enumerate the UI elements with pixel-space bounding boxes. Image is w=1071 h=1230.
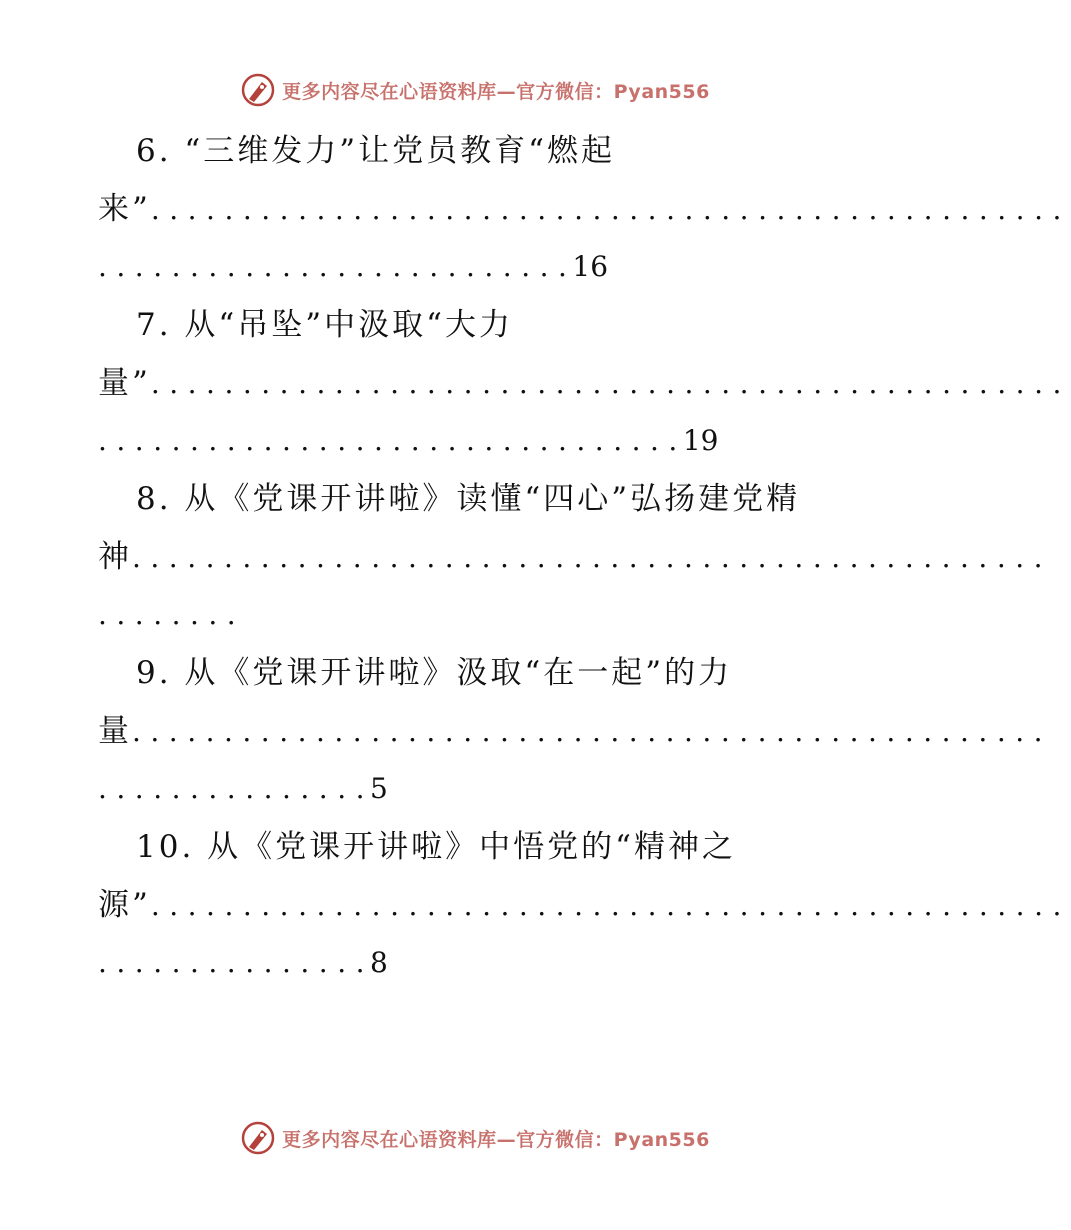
- toc-page-number: 19: [682, 424, 719, 457]
- dot-leader: ..................................................: [150, 193, 1071, 226]
- toc-entry[interactable]: [98, 644, 1053, 818]
- toc-entry[interactable]: [98, 296, 1071, 470]
- toc-entry-title: 9. 从《党课开讲啦》汲取“在一起”的力: [136, 655, 733, 691]
- toc-entry-title: 6. “三维发力”让党员教育“燃起: [136, 133, 615, 169]
- dot-leader: ..........................: [98, 250, 577, 283]
- dot-leader: ........: [98, 598, 246, 631]
- toc-page-number: 8: [370, 946, 388, 979]
- footer-banner: [0, 1118, 950, 1158]
- toc-entry-title: 10. 从《党课开讲啦》中悟党的“精神之: [136, 829, 737, 865]
- dot-leader: ...............: [98, 946, 375, 979]
- toc-entry[interactable]: [98, 122, 1071, 296]
- toc-page-number: 16: [572, 250, 609, 283]
- dot-leader: ..................................................: [150, 889, 1071, 922]
- pen-nib-logo-icon: [240, 72, 276, 108]
- table-of-contents: [98, 122, 1071, 992]
- toc-entry-continuation: 源”: [98, 887, 151, 923]
- dot-leader: ..................................................: [132, 541, 1053, 574]
- toc-entry[interactable]: [98, 470, 1053, 644]
- header-banner: [0, 70, 950, 110]
- toc-entry-title: 7. 从“吊坠”中汲取“大力: [136, 307, 513, 343]
- toc-page-number: 5: [370, 772, 388, 805]
- toc-entry-continuation: 量”: [98, 365, 151, 401]
- banner-text: 更多内容尽在心语资料库—官方微信：Pyan556: [282, 80, 710, 103]
- pen-nib-logo-icon: [240, 1120, 276, 1156]
- toc-entry-title: 8. 从《党课开讲啦》读懂“四心”弘扬建党精: [136, 481, 801, 517]
- dot-leader: ................................: [98, 424, 687, 457]
- banner-text: 更多内容尽在心语资料库—官方微信：Pyan556: [282, 1128, 710, 1151]
- toc-entry-continuation: 量: [98, 713, 132, 749]
- toc-entry-continuation: 神: [98, 539, 132, 575]
- dot-leader: ...............: [98, 772, 375, 805]
- toc-entry-continuation: 来”: [98, 191, 151, 227]
- dot-leader: ..................................................: [150, 367, 1071, 400]
- toc-entry[interactable]: [98, 818, 1071, 992]
- dot-leader: ..................................................: [132, 715, 1053, 748]
